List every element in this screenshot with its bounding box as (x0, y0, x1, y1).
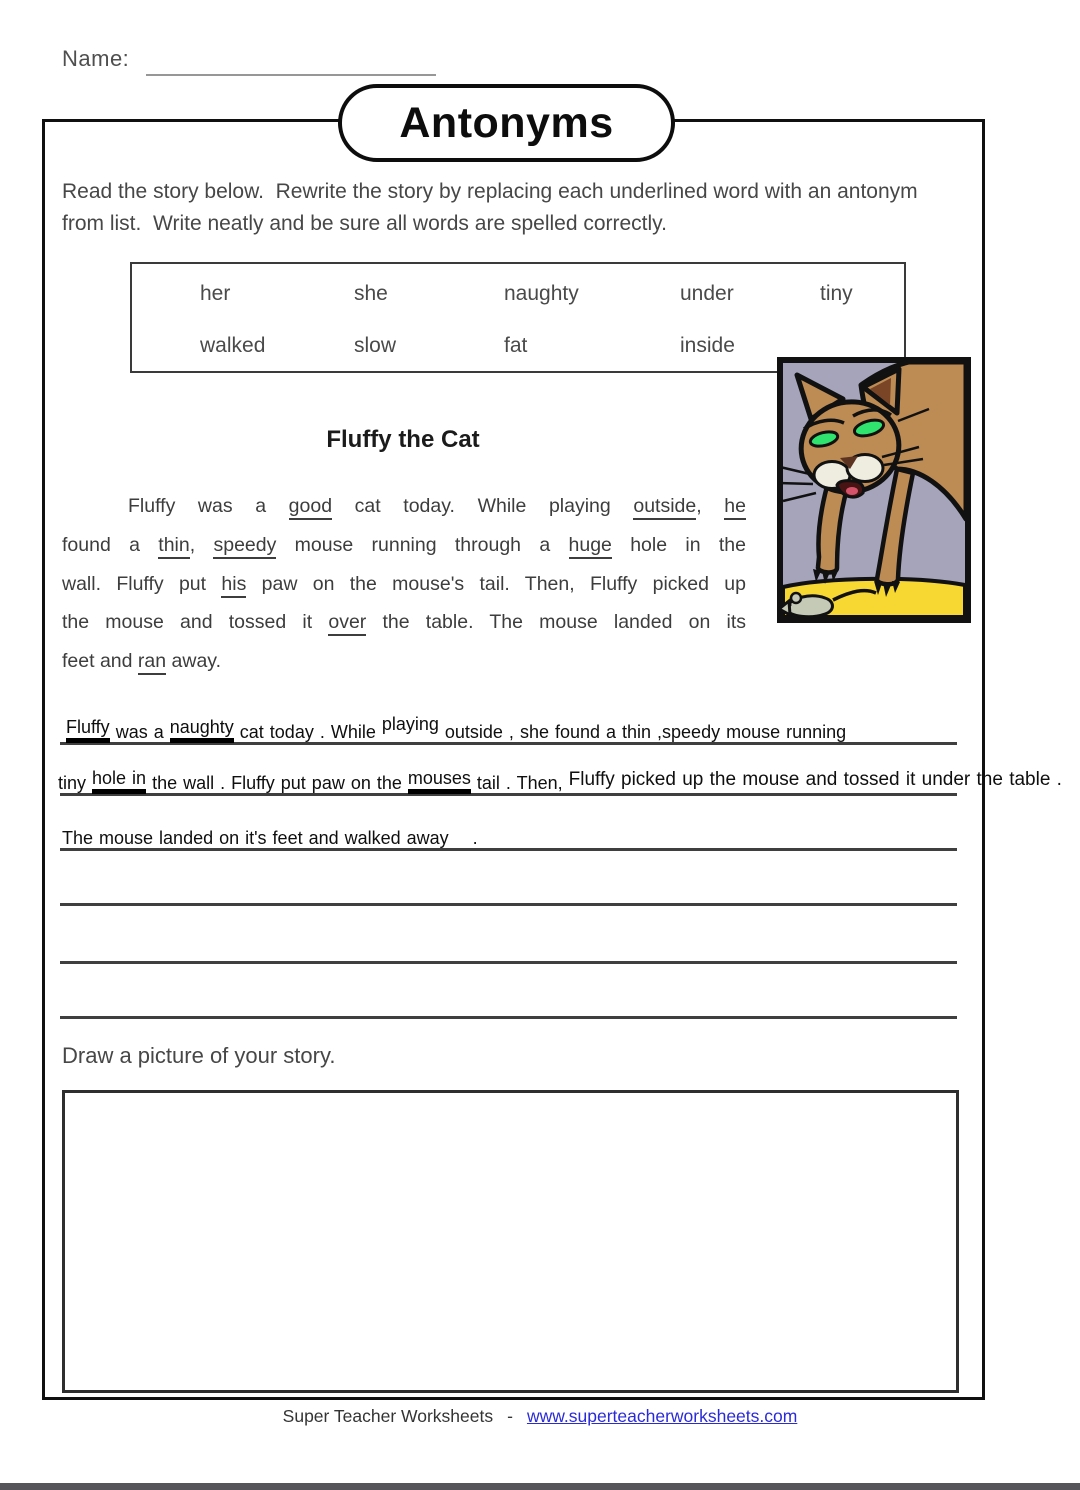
answer-underlined-word: naughty (170, 718, 234, 743)
answer-line (60, 1016, 957, 1019)
name-blank-line (146, 74, 436, 76)
screenshot-bottom-bar (0, 1483, 1080, 1490)
footer-brand: Super Teacher Worksheets (282, 1406, 494, 1426)
answer-text-segment: tail . Then, (470, 773, 569, 794)
footer-link[interactable]: www.superteacherworksheets.com (526, 1406, 798, 1426)
footer (0, 1406, 1080, 1427)
answer-text-segment: Fluffy picked up the mouse and tossed it under the table . (568, 769, 1062, 791)
story-line (62, 642, 746, 681)
story-line (62, 487, 746, 526)
story-underlined-word: speedy (213, 534, 276, 559)
title-oval (338, 84, 675, 162)
answer-underlined-word: hole in (92, 769, 146, 794)
story-text: , (189, 533, 214, 556)
answer-text-segment: outside , she found a thin ,speedy mouse running (438, 722, 847, 743)
story-line (62, 603, 746, 642)
story-text: hole in the (611, 533, 746, 556)
answer-line (60, 961, 957, 964)
story-underlined-word: thin (158, 534, 189, 559)
story-underlined-word: good (289, 495, 332, 520)
word-bank-word: under (680, 282, 734, 305)
story-text: found a (62, 533, 159, 556)
worksheet-title: Antonyms (399, 98, 614, 147)
story-line (62, 565, 746, 604)
story-text: the mouse and tossed it (62, 611, 329, 634)
story-text: the table. The mouse landed on its (366, 611, 746, 634)
drawing-box (62, 1090, 959, 1393)
story-paragraph (62, 487, 746, 681)
typed-answer-text (62, 817, 478, 849)
story-heading: Fluffy the Cat (326, 426, 480, 453)
word-bank-word: inside (680, 334, 735, 357)
story-text: wall. Fluffy put (62, 572, 222, 595)
story-text: mouse running through a (276, 533, 569, 556)
answer-underlined-word: Fluffy (66, 718, 110, 743)
answer-text-segment: was a (109, 722, 170, 743)
cat-pouncing-illustration (777, 357, 971, 623)
story-underlined-word: he (724, 495, 746, 520)
instructions-text: Read the story below. Rewrite the story by replacing each underlined word with an antonym from list. Write neatly and be sure all words are spelled correctly. (62, 180, 924, 235)
answer-text-segment: The mouse landed on it's feet and walked away . (62, 828, 478, 849)
story-line (62, 526, 746, 565)
story-text: cat today. While playing (332, 495, 634, 517)
word-bank-word: naughty (504, 282, 579, 305)
cat-illustration-svg (777, 357, 971, 623)
story-underlined-word: over (328, 611, 366, 636)
draw-prompt: Draw a picture of your story. (62, 1043, 336, 1068)
answer-line (60, 903, 957, 906)
answer-text-segment: the wall . Fluffy put paw on the (146, 773, 408, 794)
typed-answer-text (58, 762, 1062, 794)
word-bank-word: walked (200, 334, 266, 357)
word-bank-word: slow (354, 334, 397, 357)
story-underlined-word: his (221, 573, 246, 598)
story-text: , (696, 495, 725, 517)
story-text: paw on the mouse's tail. Then, Fluffy picked up (246, 572, 746, 595)
story-underlined-word: outside (633, 495, 696, 520)
name-label: Name: (62, 46, 130, 71)
word-bank-word: her (200, 282, 231, 305)
answer-text-segment: playing (381, 714, 439, 735)
story-text: feet and (62, 650, 138, 673)
answer-text-segment: cat today . While (233, 722, 382, 743)
word-bank-word: tiny (820, 282, 853, 305)
story-text: Fluffy was a (128, 495, 289, 517)
footer-separator: - (507, 1406, 513, 1426)
story-underlined-word: ran (138, 650, 166, 675)
word-bank-word: fat (504, 334, 528, 357)
typed-answer-text (66, 711, 846, 743)
word-bank-word: she (354, 282, 388, 305)
answer-text-segment: tiny (58, 773, 93, 794)
story-underlined-word: huge (569, 534, 612, 559)
story-text: away. (166, 650, 222, 673)
answer-underlined-word: mouses (408, 769, 471, 794)
